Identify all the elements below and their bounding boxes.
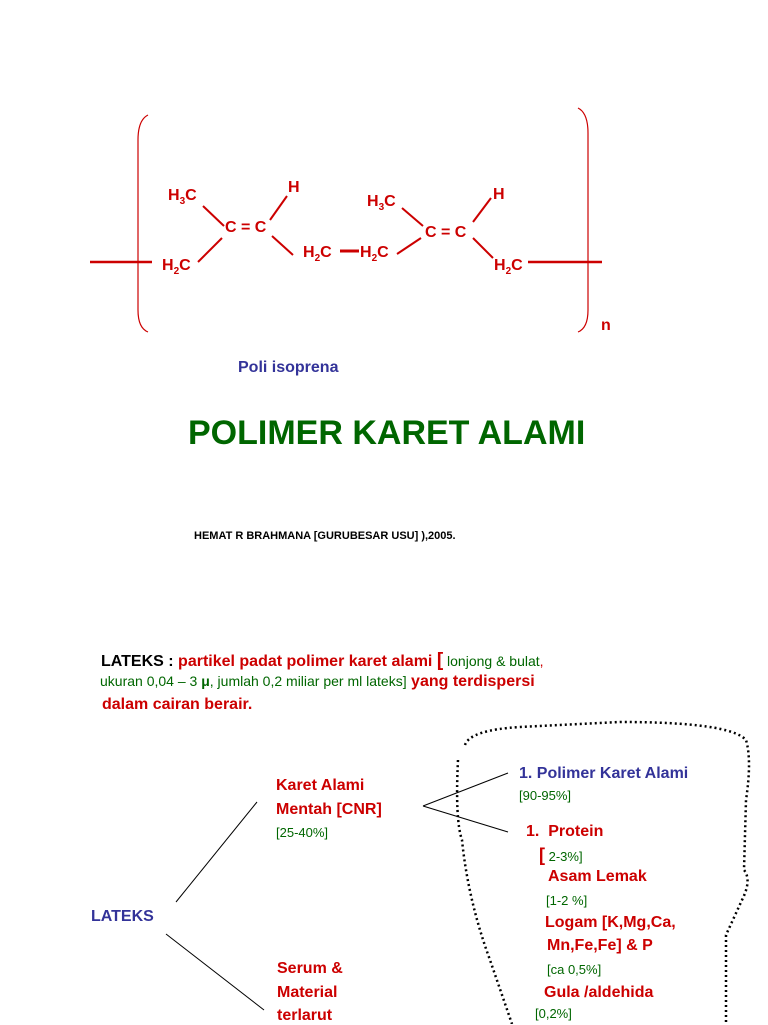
definition-line-1: LATEKS : partikel padat polimer karet alami [ lonjong & bulat,: [101, 650, 544, 671]
component-logam-pct: [ca 0,5%]: [547, 962, 602, 977]
atom-h-2: H: [493, 186, 505, 203]
branch-karet-line1: Karet Alami: [276, 777, 365, 794]
component-logam-line1: Logam [K,Mg,Ca,: [545, 914, 676, 931]
branch-karet-pct: [25-40%]: [276, 825, 329, 840]
page-title: POLIMER KARET ALAMI: [188, 414, 586, 452]
tree-root-lateks: LATEKS: [91, 908, 154, 925]
definition-line-3: dalam cairan berair.: [102, 696, 253, 713]
tree-line-branch1-polimer: [423, 773, 508, 806]
atom-h2c-2: $H_2C$: [303, 244, 332, 265]
branch-serum-line3: terlarut: [277, 1007, 333, 1024]
component-polimer-pct: [90-95%]: [519, 788, 572, 803]
branch-serum-line2: Material: [277, 984, 338, 1001]
atom-h3c-2: $H_3C$: [367, 193, 396, 214]
structure-caption: Poli isoprena: [238, 359, 339, 376]
repeat-subscript-n: n: [601, 317, 611, 334]
component-gula-pct: [0,2%]: [535, 1006, 572, 1021]
bond-c2-h2c: [272, 236, 293, 255]
atom-h2c-1: $H_2C$: [162, 257, 191, 278]
bond-h2c-c3: [397, 238, 421, 254]
atom-h-1: H: [288, 179, 300, 196]
atom-h2c-4: $H_2C$: [494, 257, 523, 278]
tree-line-root-branch1: [176, 802, 257, 902]
definition-line-2: ukuran 0,04 – 3 μ, jumlah 0,2 miliar per ml lateks] yang terdispersi: [100, 673, 535, 690]
atom-cc-2: C = C: [425, 224, 467, 241]
bond-c2-h: [270, 196, 287, 220]
atom-h2c-3: $H_2C$: [360, 244, 389, 265]
bond-c4-h: [473, 198, 491, 222]
atom-cc-1: C = C: [225, 219, 267, 236]
bond-h3c-c1: [203, 206, 224, 226]
component-logam-line2: Mn,Fe,Fe] & P: [547, 937, 653, 954]
bracket-left: [138, 115, 148, 332]
component-asam-lemak: Asam Lemak: [548, 868, 647, 885]
branch-karet-line2: Mentah [CNR]: [276, 801, 382, 818]
atom-h3c-1: $H_3C$: [168, 187, 197, 208]
component-gula: Gula /aldehida: [544, 984, 654, 1001]
component-polimer: 1. Polimer Karet Alami: [519, 765, 689, 782]
definition-term: LATEKS :: [101, 653, 174, 670]
author-credit: HEMAT R BRAHMANA [GURUBESAR USU] ),2005.: [194, 530, 456, 542]
tree-line-root-branch2: [166, 934, 264, 1010]
component-protein: 1. Protein: [526, 823, 604, 840]
tree-line-branch1-protein: [423, 806, 508, 832]
branch-serum-line1: Serum &: [277, 960, 343, 977]
bond-h2c-c1: [198, 238, 222, 262]
bond-c4-h2c: [473, 238, 493, 258]
component-protein-pct: [ 2-3%]: [539, 845, 583, 865]
bracket-right: [578, 108, 588, 332]
component-asam-pct: [1-2 %]: [546, 893, 588, 908]
bond-h3c2-c3: [402, 208, 423, 226]
